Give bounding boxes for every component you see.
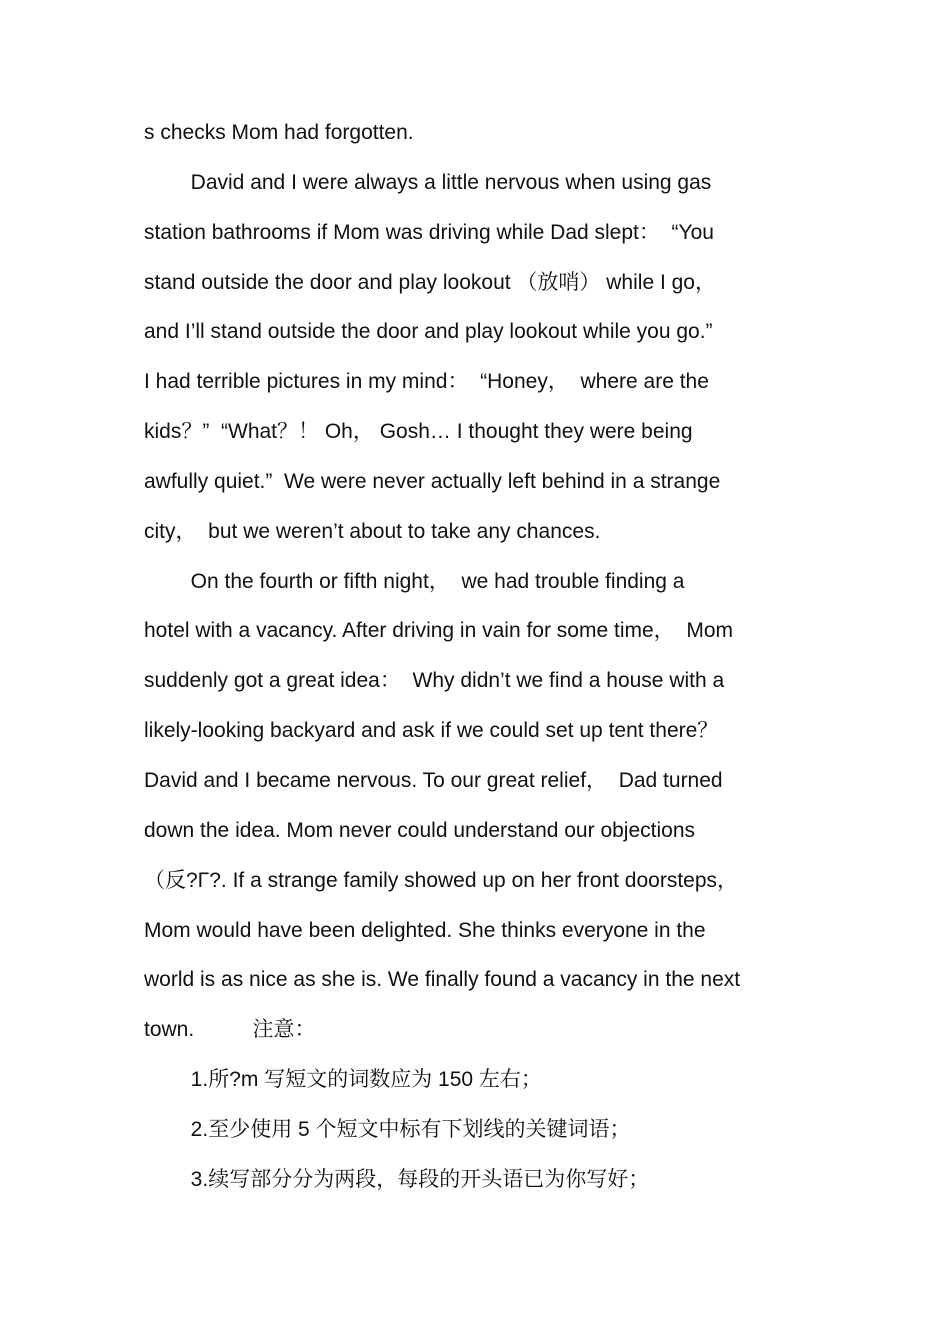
- text-line-19: town. 注意：: [144, 1018, 316, 1042]
- text-line-22: 3.续写部分分为两段，每段的开头语已为你写好；: [144, 1167, 650, 1191]
- text-line-20: 1.所?m 写短文的词数应为 150 左右；: [144, 1068, 542, 1092]
- text-line-7: kids？” “What？！ Oh， Gosh… I thought they were being: [144, 420, 693, 444]
- text-line-15: down the idea. Mom never could understand our objections: [144, 818, 696, 842]
- text-line-1: s checks Mom had forgotten.: [144, 121, 414, 144]
- text-line-17: Mom would have been delighted. She thinks everyone in the: [144, 918, 706, 942]
- text-line-10: On the fourth or fifth night， we had trouble finding a: [144, 569, 685, 593]
- text-line-18: world is as nice as she is. We finally found a vacancy in the next: [144, 968, 741, 992]
- text-line-3: station bathrooms if Mom was driving while Dad slept： “You: [144, 220, 714, 244]
- text-line-5: and I’ll stand outside the door and play lookout while you go.”: [144, 320, 713, 344]
- text-line-14: David and I became nervous. To our great relief， Dad turned: [144, 768, 723, 792]
- text-line-16: （反?Γ?. If a strange family showed up on her front doorsteps，: [144, 868, 739, 892]
- text-line-21: 2.至少使用 5 个短文中标有下划线的关键词语；: [144, 1117, 631, 1141]
- text-line-11: hotel with a vacancy. After driving in vain for some time， Mom: [144, 619, 734, 643]
- text-line-9: city， but we weren’t about to take any chances.: [144, 519, 601, 543]
- text-line-2: David and I were always a little nervous when using gas: [144, 170, 712, 194]
- document-body: [144, 108, 824, 1205]
- text-line-6: I had terrible pictures in my mind： “Honey， where are the: [144, 370, 709, 394]
- text-line-12: suddenly got a great idea： Why didn’t we find a house with a: [144, 669, 725, 693]
- text-line-13: likely-looking backyard and ask if we could set up tent there？: [144, 719, 719, 743]
- text-line-4: stand outside the door and play lookout （放哨） while I go，: [144, 270, 716, 294]
- text-line-8: awfully quiet.” We were never actually left behind in a strange: [144, 469, 721, 493]
